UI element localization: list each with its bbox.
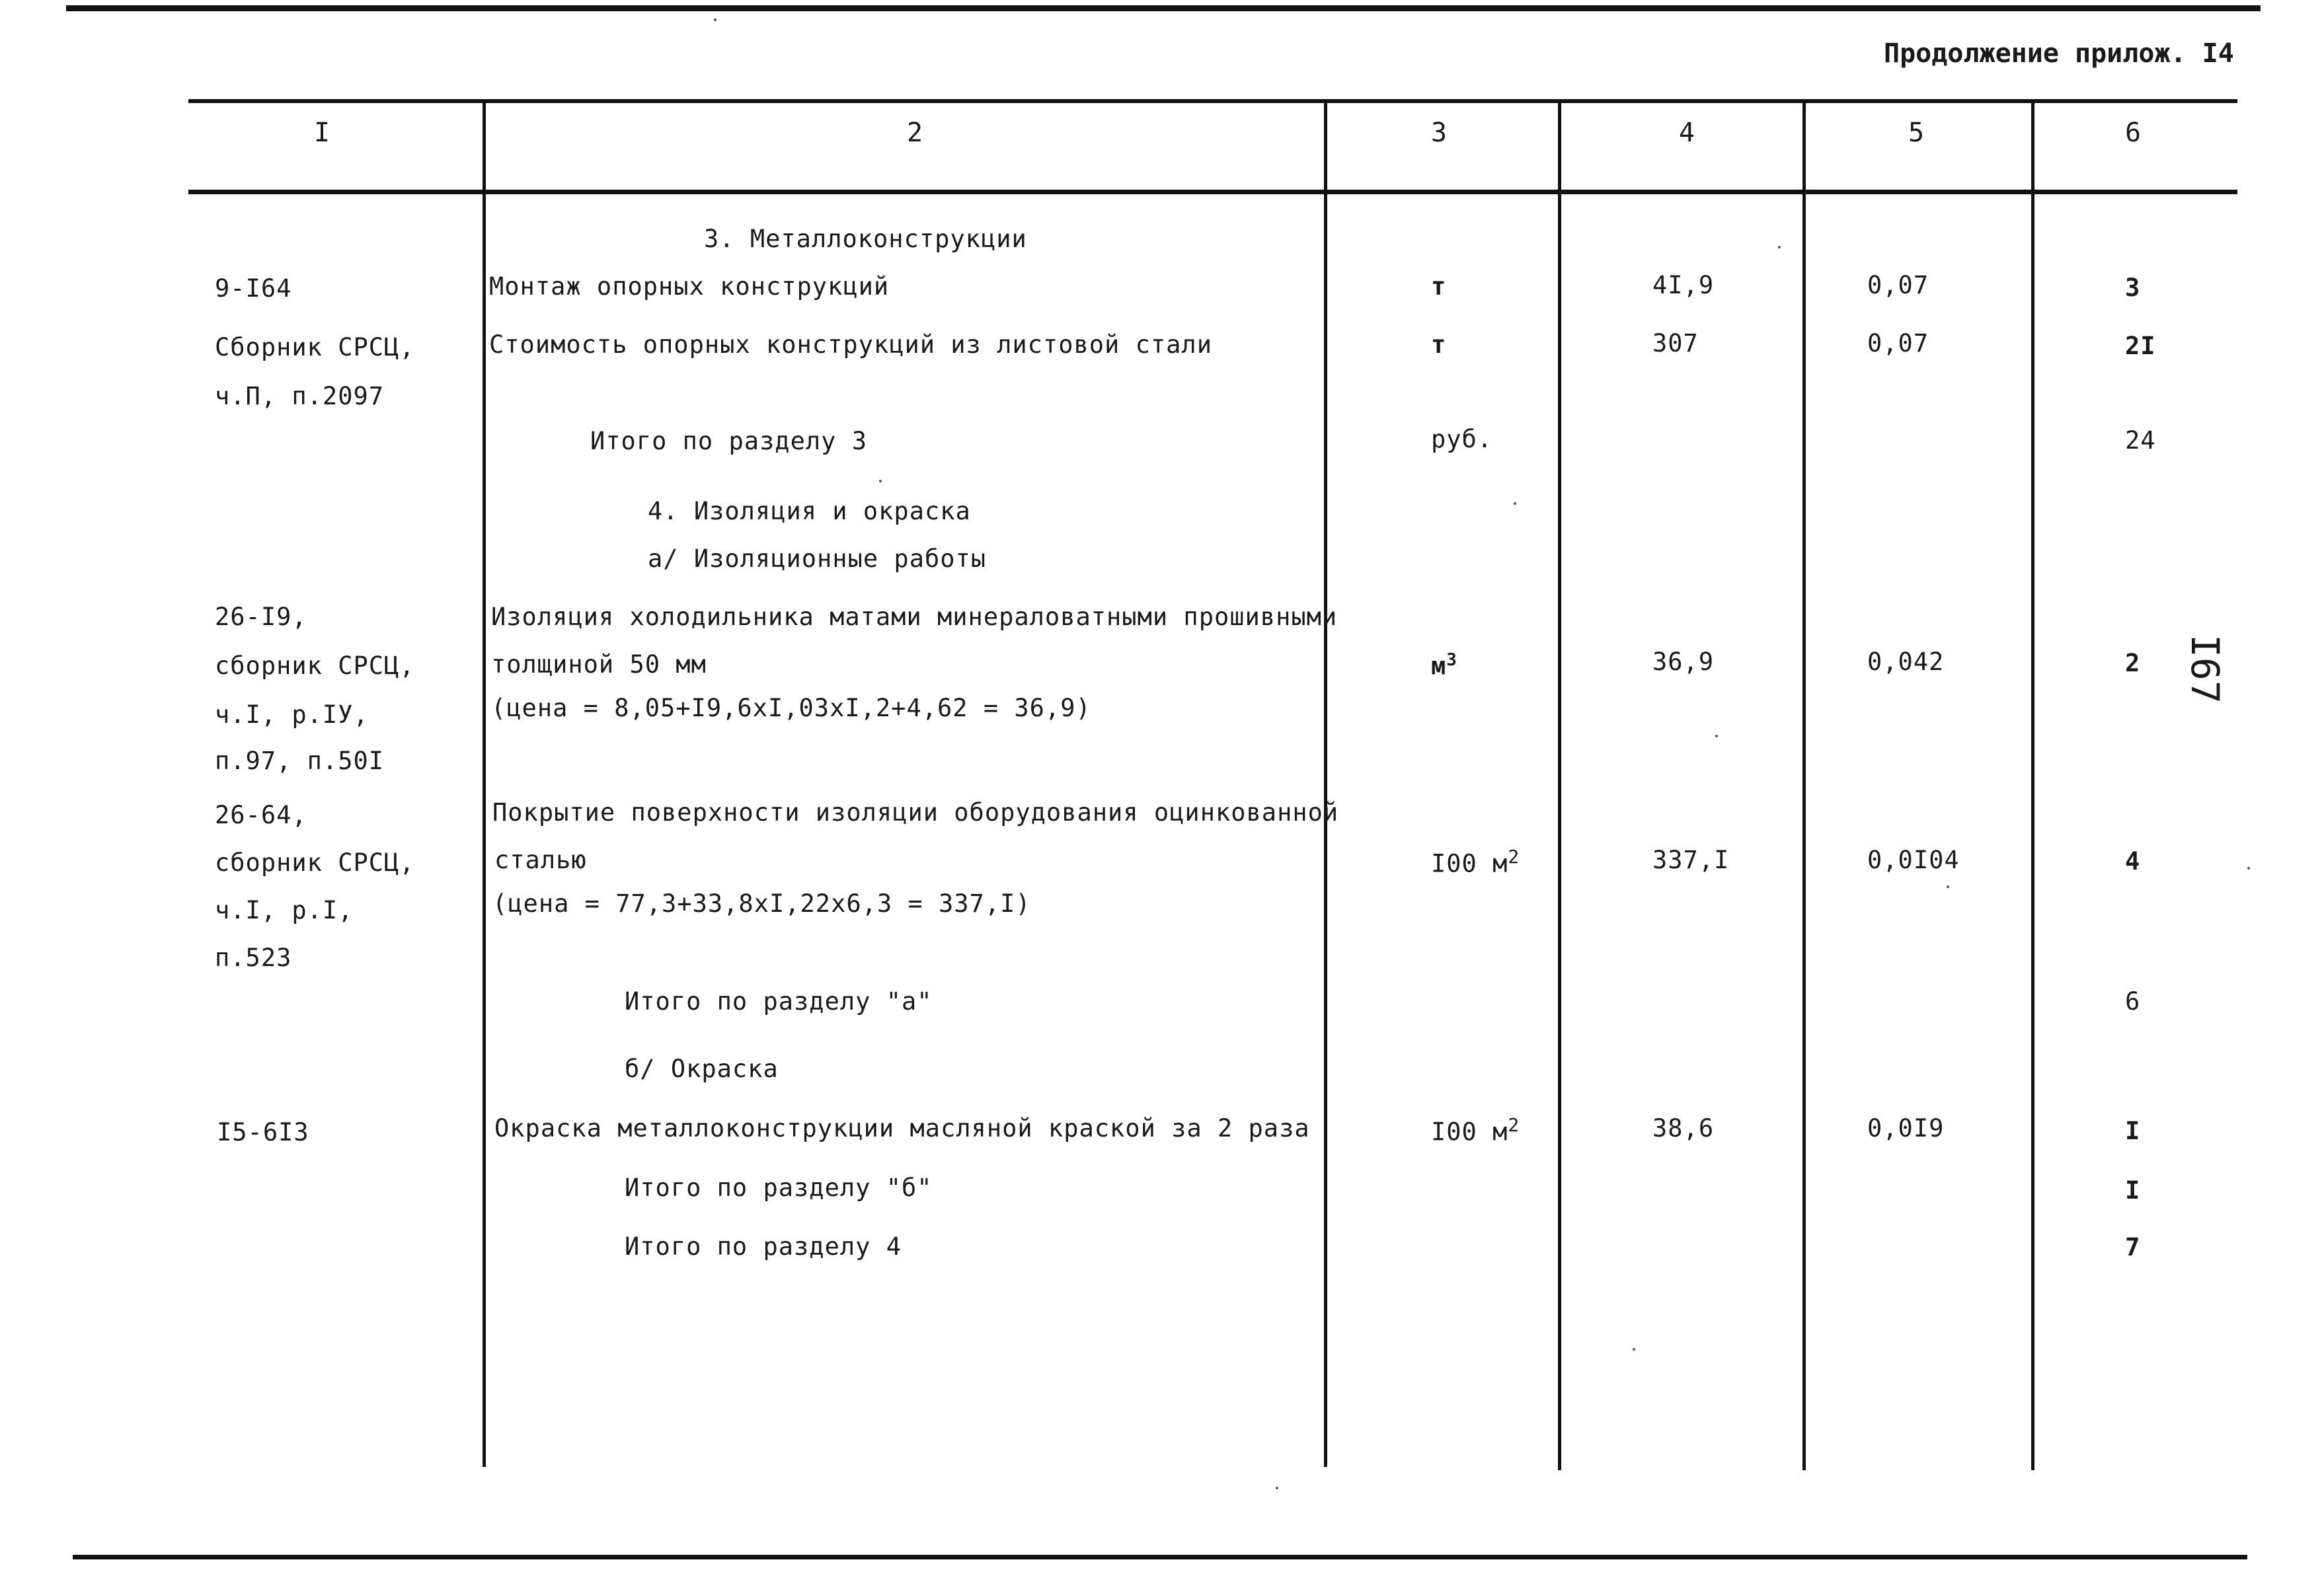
row-4-code-line-3: ч.I, р.I, <box>215 896 354 924</box>
row-1-unit: т <box>1431 272 1447 301</box>
col-sep-3 <box>1558 99 1561 1470</box>
section-3-total-label: Итого по разделу 3 <box>590 427 867 455</box>
row-3-price: 36,9 <box>1652 648 1715 676</box>
scan-speck <box>1633 1348 1635 1351</box>
top-border <box>66 5 2261 11</box>
row-5-rate: 0,0I9 <box>1867 1114 1945 1142</box>
section-3-total-value: 24 <box>2125 426 2156 455</box>
continuation-label: Продолжение прилож. I4 <box>1884 38 2234 69</box>
row-5-code: I5-6I3 <box>217 1118 309 1146</box>
scan-speck <box>1778 246 1781 248</box>
row-4-unit-text: I00 м <box>1431 849 1508 878</box>
row-3-description-line-2: толщиной 50 мм <box>491 650 707 679</box>
scan-speck <box>879 480 882 482</box>
bottom-border <box>73 1555 2247 1559</box>
row-5-description: Окраска металлоконструкции масляной краской за 2 раза <box>494 1114 1310 1142</box>
section-4-title: 4. Изоляция и окраска <box>648 497 971 525</box>
row-1-total: 3 <box>2125 274 2141 302</box>
page-number: I67 <box>2183 634 2227 704</box>
scan-speck <box>714 19 717 21</box>
row-4-code-line-4: п.523 <box>215 944 292 972</box>
scan-speck <box>1947 885 1949 888</box>
section-a-total-label: Итого по разделу "а" <box>625 987 933 1016</box>
row-1-price: 4I,9 <box>1652 271 1715 299</box>
row-4-code-line-1: 26-64, <box>215 801 307 829</box>
table-header-rule <box>188 190 2237 194</box>
row-3-unit-exponent: 3 <box>1446 650 1457 670</box>
row-1-description: Монтаж опорных конструкций <box>489 272 890 301</box>
col-sep-4 <box>1802 99 1806 1470</box>
col-sep-5 <box>2031 99 2034 1470</box>
row-4-unit-exponent: 2 <box>1508 846 1520 868</box>
row-2-rate: 0,07 <box>1867 329 1929 357</box>
row-2-code-line-2: ч.П, п.2097 <box>215 382 385 410</box>
row-3-description-line-3: (цена = 8,05+I9,6хI,03хI,2+4,62 = 36,9) <box>491 694 1091 722</box>
row-3-total: 2 <box>2125 649 2141 677</box>
row-5-total: I <box>2125 1117 2141 1145</box>
row-2-total: 2I <box>2125 332 2156 360</box>
row-2-price: 307 <box>1652 329 1699 357</box>
col-sep-2 <box>1324 99 1327 1467</box>
scan-speck <box>1514 502 1516 505</box>
row-4-price: 337,I <box>1652 846 1730 874</box>
row-4-rate: 0,0I04 <box>1867 846 1960 874</box>
row-4-description-line-3: (цена = 77,3+33,8хI,22х6,3 = 337,I) <box>492 889 1031 918</box>
row-3-unit <box>1431 650 1457 680</box>
row-5-price: 38,6 <box>1652 1114 1715 1142</box>
row-5-unit <box>1431 1114 1520 1146</box>
row-2-unit: т <box>1431 330 1447 359</box>
row-4-description-line-1: Покрытие поверхности изоляции оборудования оцинкованной <box>492 798 1339 827</box>
row-3-rate: 0,042 <box>1867 648 1945 676</box>
scan-speck <box>2247 867 2250 870</box>
column-header-4: 4 <box>1679 118 1695 148</box>
row-4-total: 4 <box>2125 847 2141 876</box>
row-3-code-line-1: 26-I9, <box>215 603 307 631</box>
row-3-code-line-2: сборник СРСЦ, <box>215 652 415 680</box>
row-3-unit-text: м <box>1431 652 1447 681</box>
row-3-code-line-4: п.97, п.50I <box>215 747 385 775</box>
section-3-title: 3. Металлоконструкции <box>704 225 1027 253</box>
row-1-code: 9-I64 <box>215 274 292 303</box>
row-5-unit-exponent: 2 <box>1508 1114 1520 1136</box>
row-4-unit <box>1431 846 1520 878</box>
row-4-description-line-2: сталью <box>494 846 587 874</box>
column-header-1: I <box>314 118 330 148</box>
table-top-rule <box>188 99 2237 103</box>
section-b-total-value: I <box>2125 1176 2141 1205</box>
column-header-5: 5 <box>1908 118 1925 148</box>
section-4-total-value: 7 <box>2125 1233 2141 1261</box>
section-a-total-value: 6 <box>2125 987 2141 1016</box>
column-header-3: 3 <box>1431 118 1448 148</box>
section-3-total-unit: руб. <box>1431 425 1493 453</box>
row-3-description-line-1: Изоляция холодильника матами минераловатными прошивными <box>491 603 1338 631</box>
section-4-total-label: Итого по разделу 4 <box>625 1232 902 1261</box>
row-2-code-line-1: Сборник СРСЦ, <box>215 333 415 361</box>
row-4-code-line-2: сборник СРСЦ, <box>215 848 415 877</box>
scan-speck <box>1276 1487 1278 1489</box>
section-4a-title: а/ Изоляционные работы <box>648 544 987 573</box>
row-5-unit-text: I00 м <box>1431 1117 1508 1146</box>
row-2-description: Стоимость опорных конструкций из листовой стали <box>489 330 1212 359</box>
section-4b-title: б/ Окраска <box>625 1055 779 1083</box>
scan-speck <box>1715 735 1718 737</box>
column-header-2: 2 <box>907 118 923 148</box>
row-3-code-line-3: ч.I, р.IУ, <box>215 700 369 729</box>
col-sep-1 <box>483 99 486 1467</box>
column-header-6: 6 <box>2125 118 2142 148</box>
row-1-rate: 0,07 <box>1867 271 1929 299</box>
section-b-total-label: Итого по разделу "б" <box>625 1174 933 1202</box>
